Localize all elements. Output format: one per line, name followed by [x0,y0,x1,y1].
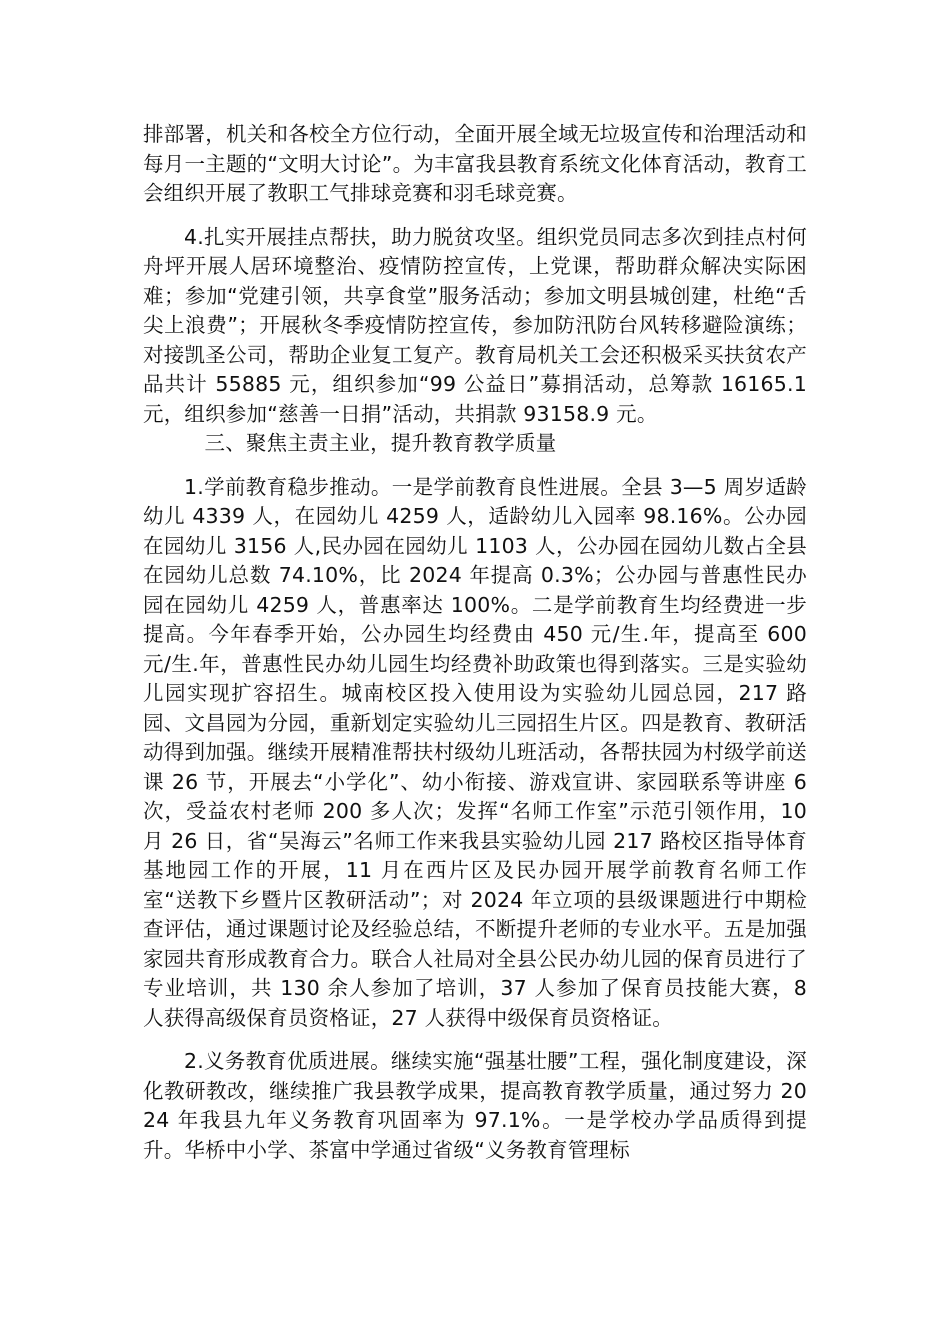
paragraph-compulsory-education: 2.义务教育优质进展。继续实施“强基壮腰”工程，强化制度建设，深化教研教改，继续推广我县教学成果，提高教育教学质量，通过努力 2024 年我县九年义务教育巩固率为 97.1%。一是学校办学品质得到提升。华桥中小学、茶富中学通过省级“义务教育管理标 [143,1049,807,1162]
document-body [143,120,807,1165]
paragraph-preschool-education: 1.学前教育稳步推动。一是学前教育良性进展。全县 3—5 周岁适龄幼儿 4339 人，在园幼儿 4259 人，适龄幼儿入园率 98.16%。公办园在园幼儿 3156 人,民办园在园幼儿 1103 人，公办园在园幼儿数占全县在园幼儿总数 74.10%，比 2024 年提高 0.3%；公办园与普惠性民办园在园幼儿 4259 人，普惠率达 100%。二是学前教育生均经费进一步提高。今年春季开始，公办园生均经费由 450 元/生.年，提高至 600 元/生.年，普惠性民办幼儿园生均经费补助政策也得到落实。三是实验幼儿园实现扩容招生。城南校区投入使用设为实验幼儿园总园，217 路园、文昌园为分园，重新划定实验幼儿三园招生片区。四是教育、教研活动得到加强。继续开展精准帮扶村级幼儿班活动，各帮扶园为村级学前送课 26 节，开展去“小学化”、幼小衔接、游戏宣讲、家园联系等讲座 6 次，受益农村老师 200 多人次；发挥“名师工作室”示范引领作用，10 月 26 日，省“吴海云”名师工作来我县实验幼儿园 217 路校区指导体育基地园工作的开展，11 月在西片区及民办园开展学前教育名师工作室“送教下乡暨片区教研活动”；对 2024 年立项的县级课题进行中期检查评估，通过课题讨论及经验总结，不断提升老师的专业水平。五是加强家园共育形成教育合力。联合人社局对全县公民办幼儿园的保育员进行了专业培训，共 130 余人参加了培训，37 人参加了保育员技能大赛，8 人获得高级保育员资格证，27 人获得中级保育员资格证。 [143,474,807,1030]
paragraph-poverty-alleviation: 4.扎实开展挂点帮扶，助力脱贫攻坚。组织党员同志多次到挂点村何舟坪开展人居环境整治、疫情防控宣传，上党课，帮助群众解决实际困难；参加“党建引领，共享食堂”服务活动；参加文明县城创建，杜绝“舌尖上浪费”；开展秋冬季疫情防控宣传，参加防汛防台风转移避险演练；对接凯圣公司，帮助企业复工复产。教育局机关工会还积极采买扶贫农产品共计 55885 元，组织参加“99 公益日”募捐活动，总筹款 16165.1 元，组织参加“慈善一日捐”活动，共捐款 93158.9 元。 [143,224,807,426]
paragraph-continuation: 排部署，机关和各校全方位行动，全面开展全域无垃圾宣传和治理活动和每月一主题的“文明大讨论”。为丰富我县教育系统文化体育活动，教育工会组织开展了教职工气排球竞赛和羽毛球竞赛。 [143,122,807,205]
section-heading: 三、聚焦主责主业，提升教育教学质量 [204,431,557,455]
